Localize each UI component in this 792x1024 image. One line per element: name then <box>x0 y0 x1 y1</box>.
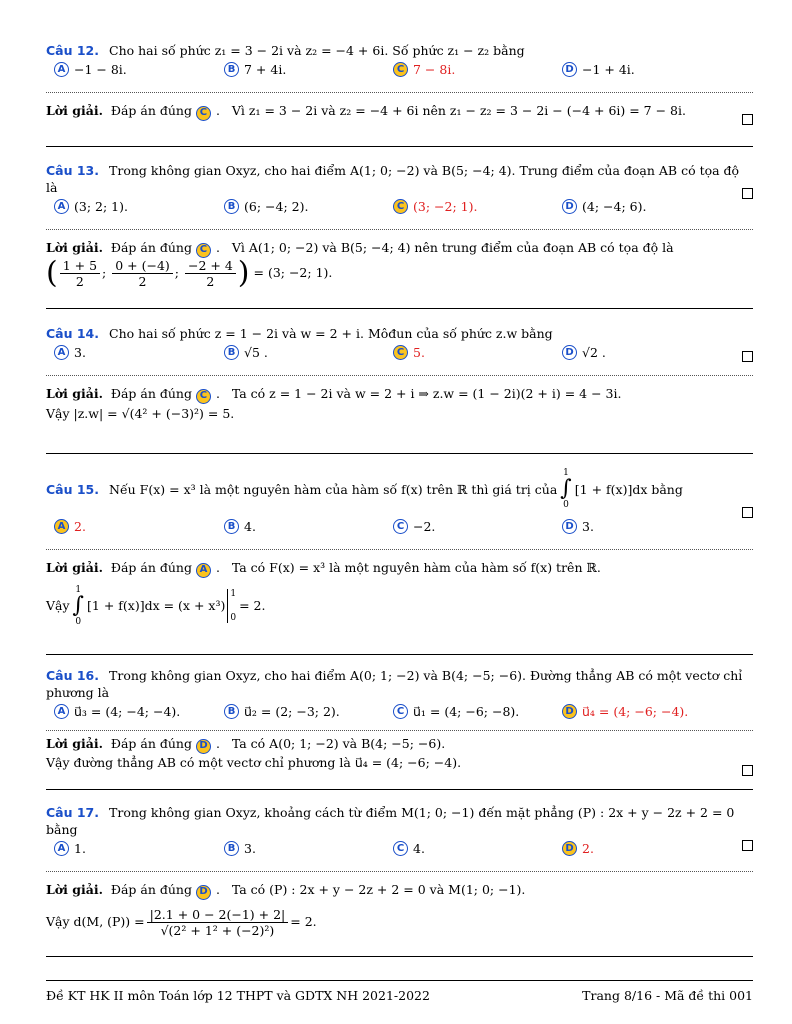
solution: Lời giải. Đáp án đúng A . Ta có F(x) = x³ là một nguyên hàm của hàm số f(x) trên ℝ. Vậy 1 ∫ 0 [1 + f(x)]dx = (x + x³) 1 0 = 2. <box>46 558 753 632</box>
option-a[interactable]: A −1 − 8i. <box>54 62 127 77</box>
qed-box <box>742 188 753 199</box>
footer-exam-title: Đề KT HK II môn Toán lớp 12 THPT và GDTX NH 2021-2022 <box>46 988 430 1003</box>
options <box>46 345 753 365</box>
solution: Lời giải. Đáp án đúng D . Ta có A(0; 1; −2) và B(4; −5; −6). Vậy đường thẳng AB có một vectơ chỉ phương là u⃗₄ = (4; −6; −4). <box>46 735 753 772</box>
option-c[interactable]: C u⃗₁ = (4; −6; −8). <box>393 704 519 719</box>
option-b[interactable]: B 3. <box>224 841 256 856</box>
option-c[interactable]: C −2. <box>393 519 435 534</box>
evaluation-bar: 1 0 <box>227 589 236 623</box>
qed-box <box>742 840 753 851</box>
question-text: Nếu F(x) = x³ là một nguyên hàm của hàm số f(x) trên ℝ thì giá trị của <box>109 481 558 497</box>
solution: Lời giải. Đáp án đúng C . Vì z₁ = 3 − 2i và z₂ = −4 + 6i nên z₁ − z₂ = 3 − 2i − (−4 + 6i) = 7 − 8i. <box>46 101 753 121</box>
question-text: Cho hai số phức z₁ = 3 − 2i và z₂ = −4 + 6i. Số phức z₁ − z₂ bằng <box>109 43 525 58</box>
option-b[interactable]: B √5 . <box>224 345 268 360</box>
answer-badge: D <box>196 739 211 754</box>
option-c[interactable]: C 5. <box>393 345 425 360</box>
qed-box <box>742 507 753 518</box>
qed-box <box>742 765 753 776</box>
question-number: Câu 15. <box>46 481 100 497</box>
fraction: $\frac{1 + 5}{2}$ <box>60 258 100 289</box>
answer-badge: A <box>196 563 211 578</box>
option-d[interactable]: D (4; −4; 6). <box>562 199 646 214</box>
solution: Lời giải. Đáp án đúng D . Ta có (P) : 2x + y − 2z + 2 = 0 và M(1; 0; −1). Vậy d(M, (P)) = $\frac{|2.1 + 0 - 2(-1) + 2|}{\text{√(2² + 1² + (−2)²)}}$ = 2. <box>46 880 753 942</box>
dotted-divider <box>46 92 753 93</box>
dotted-divider <box>46 730 753 731</box>
option-c[interactable]: C 7 − 8i. <box>393 62 455 77</box>
option-c[interactable]: C 4. <box>393 841 425 856</box>
question-number: Câu 17. <box>46 805 100 820</box>
options <box>46 62 753 82</box>
question-text: Trong không gian Oxyz, khoảng cách từ điểm M(1; 0; −1) đến mặt phẳng (P) : 2x + y − 2z + 2 = 0 bằng <box>46 805 735 837</box>
options <box>46 704 753 724</box>
footer-page-number: Trang 8/16 - Mã đề thi 001 <box>582 988 753 1003</box>
section-rule <box>46 956 753 957</box>
option-a[interactable]: A u⃗₃ = (4; −4; −4). <box>54 704 180 719</box>
section-rule <box>46 308 753 309</box>
option-b[interactable]: B 7 + 4i. <box>224 62 286 77</box>
question-number: Câu 14. <box>46 326 100 341</box>
fraction: $\frac{|2.1 + 0 - 2(-1) + 2|}{\text{√(2² + 1² + (−2)²)}}$ <box>147 907 289 938</box>
answer-badge: C <box>196 243 211 258</box>
option-d[interactable]: D −1 + 4i. <box>562 62 635 77</box>
fraction: $\frac{-2 + 4}{2}$ <box>185 258 236 289</box>
option-a[interactable]: A 2. <box>54 519 86 534</box>
qed-box <box>742 351 753 362</box>
question-13 <box>46 162 753 289</box>
dotted-divider <box>46 871 753 872</box>
section-rule <box>46 453 753 454</box>
question-text: Cho hai số phức z = 1 − 2i và w = 2 + i. Môđun của số phức z.w bằng <box>109 326 553 341</box>
question-12 <box>46 42 753 121</box>
option-d[interactable]: D u⃗₄ = (4; −6; −4). <box>562 704 688 719</box>
answer-badge: C <box>196 106 211 121</box>
fraction: $\frac{0 + (-4)}{2}$ <box>112 258 173 289</box>
question-16 <box>46 667 753 772</box>
integral-sign: 1 ∫ 0 <box>560 468 572 510</box>
option-b[interactable]: B u⃗₂ = (2; −3; 2). <box>224 704 340 719</box>
solution: Lời giải. Đáp án đúng C . Ta có z = 1 − 2i và w = 2 + i ⇒ z.w = (1 − 2i)(2 + i) = 4 − 3i. Vậy |z.w| = √(4² + (−3)²) = 5. <box>46 384 753 424</box>
option-b[interactable]: B (6; −4; 2). <box>224 199 308 214</box>
question-text: Trong không gian Oxyz, cho hai điểm A(0; 1; −2) và B(4; −5; −6). Đường thẳng AB có một vectơ chỉ phương là <box>46 668 743 700</box>
footer-rule <box>46 980 753 981</box>
option-d[interactable]: D 2. <box>562 841 594 856</box>
dotted-divider <box>46 229 753 230</box>
options <box>46 841 753 861</box>
option-a[interactable]: A 1. <box>54 841 86 856</box>
option-a[interactable]: A (3; 2; 1). <box>54 199 128 214</box>
question-number: Câu 13. <box>46 163 100 178</box>
question-15: Câu 15. Nếu F(x) = x³ là một nguyên hàm của hàm số f(x) trên ℝ thì giá trị của 1 ∫ 0 [1 + f(x)]dx bằng A 2. B 4. C −2. D 3. Lời giải. Đáp án đúng A . Ta có F(x) = x³ là một nguyên hàm của hàm số f(x) trên ℝ. Vậy 1 ∫ 0 [1 + f(x)]dx = (x + x³) 1 0 = 2. <box>46 462 753 632</box>
answer-badge: C <box>196 389 211 404</box>
option-b[interactable]: B 4. <box>224 519 256 534</box>
qed-box <box>742 114 753 125</box>
option-d[interactable]: D 3. <box>562 519 594 534</box>
question-number: Câu 12. <box>46 43 100 58</box>
section-rule <box>46 654 753 655</box>
answer-badge: D <box>196 885 211 900</box>
options <box>46 519 753 539</box>
question-text: Trong không gian Oxyz, cho hai điểm A(1; 0; −2) và B(5; −4; 4). Trung điểm của đoạn AB có tọa độ là <box>46 163 740 195</box>
section-rule <box>46 146 753 147</box>
question-number: Câu 16. <box>46 668 100 683</box>
option-a[interactable]: A 3. <box>54 345 86 360</box>
integral-sign: 1 ∫ 0 <box>72 585 85 627</box>
question-14 <box>46 325 753 424</box>
dotted-divider <box>46 375 753 376</box>
solution: Lời giải. Đáp án đúng C . Vì A(1; 0; −2) và B(5; −4; 4) nên trung điểm của đoạn AB có tọa độ là ( $\frac{1 + 5}{2}$ ; $\frac{0 + (-4)}{2}$ ; $\frac{-2 + 4}{2}$ ) = (3; −2; 1). <box>46 238 753 289</box>
option-d[interactable]: D √2 . <box>562 345 606 360</box>
dotted-divider <box>46 549 753 550</box>
question-17 <box>46 804 753 942</box>
options <box>46 199 753 219</box>
option-c[interactable]: C (3; −2; 1). <box>393 199 477 214</box>
section-rule <box>46 789 753 790</box>
